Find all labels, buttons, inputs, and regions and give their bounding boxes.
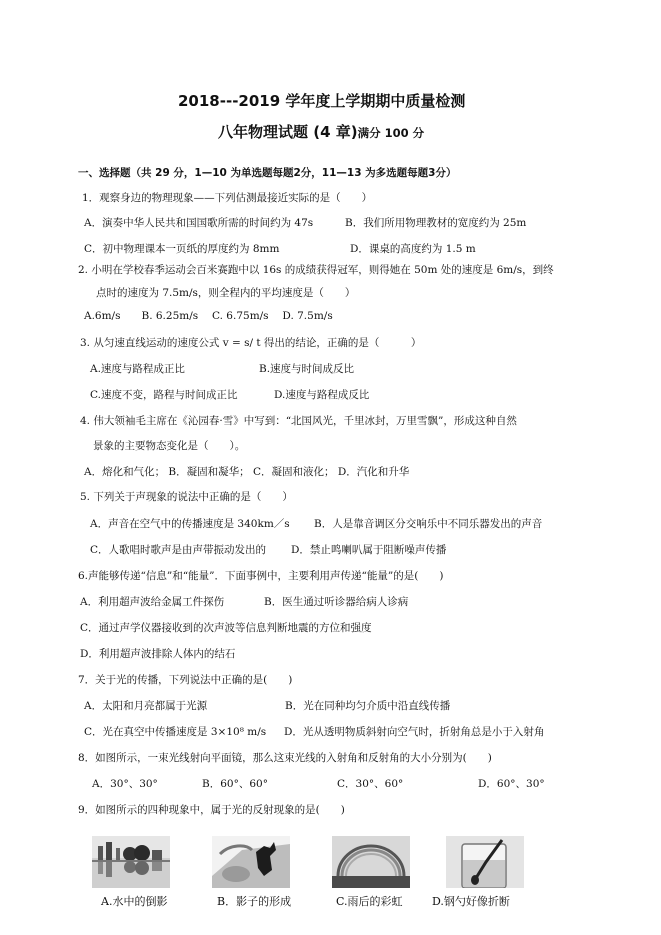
q5-option-a: A．声音在空气中的传播速度是 340km／s: [90, 518, 290, 530]
q9-picture-bent-spoon: [446, 836, 524, 888]
q8-option-a: A．30°、30°: [92, 778, 158, 790]
subject-title: 八年物理试题 (4 章): [218, 123, 358, 141]
exam-title: 2018---2019 学年度上学期期中质量检测: [178, 92, 466, 110]
q5-option-b: B．人是靠音调区分交响乐中不同乐器发出的声音: [314, 518, 543, 530]
q1-option-b: B．我们所用物理教材的宽度约为 25m: [345, 217, 527, 229]
section-heading: 一、选择题（共 29 分，1—10 为单选题每题2分，11—13 为多选题每题3分）: [78, 167, 457, 179]
q2-stem-line1: 2. 小明在学校春季运动会百米赛跑中以 16s 的成绩获得冠军，则得她在 50m 处的速度是 6m/s，到终: [78, 264, 554, 276]
q9-caption-a: A.水中的倒影: [101, 895, 168, 908]
exam-subtitle: [218, 121, 424, 142]
q9-picture-reflection: [92, 836, 170, 888]
q6-option-b: B．医生通过听诊器给病人诊病: [264, 596, 409, 608]
q6-option-a: A．利用超声波给金属工件探伤: [80, 596, 225, 608]
q4-stem-line2: 景象的主要物态变化是（ ）。: [93, 440, 246, 452]
q1-option-c: C．初中物理课本一页纸的厚度约为 8mm: [84, 243, 280, 255]
q8-stem: 8．如图所示，一束光线射向平面镜，那么这束光线的入射角和反射角的大小分别为( ): [78, 752, 492, 764]
q2-stem-line2: 点时的速度为 7.5m/s，则全程内的平均速度是（ ）: [96, 287, 356, 299]
q4-stem-line1: 4. 伟大领袖毛主席在《沁园春·雪》中写到：“北国风光，千里冰封，万里雪飘”，形成这种自然: [80, 415, 517, 427]
q7-stem: 7．关于光的传播，下列说法中正确的是( ): [78, 674, 293, 686]
q9-picture-shadow: [212, 836, 290, 888]
q8-option-d: D．60°、30°: [478, 778, 545, 790]
q5-stem: 5. 下列关于声现象的说法中正确的是（ ）: [80, 491, 293, 503]
q7-option-c: C．光在真空中传播速度是 3×10⁸ m/s: [84, 726, 267, 738]
q3-option-c: C.速度不变，路程与时间成正比: [90, 389, 238, 401]
q9-caption-d: D.钢勺好像折断: [432, 895, 510, 908]
full-score: 满分 100 分: [357, 126, 425, 140]
q8-option-b: B．60°、60°: [202, 778, 268, 790]
q7-option-a: A．太阳和月亮都属于光源: [84, 700, 208, 712]
q3-option-b: B.速度与时间成反比: [259, 363, 355, 375]
q4-options: A．熔化和气化； B．凝固和凝华； C．凝固和液化； D．汽化和升华: [84, 466, 410, 478]
q5-option-c: C．人歌唱时歌声是由声带振动发出的: [90, 544, 267, 556]
q3-option-a: A.速度与路程成正比: [90, 363, 185, 375]
q1-stem: 1．观察身边的物理现象——下列估测最接近实际的是（ ）: [82, 192, 373, 204]
q1-option-a: A．演奏中华人民共和国国歌所需的时间约为 47s: [84, 217, 314, 229]
q5-option-d: D．禁止鸣喇叭属于阻断噪声传播: [291, 544, 447, 556]
q9-caption-b: B．影子的形成: [217, 895, 292, 908]
q6-option-c: C．通过声学仪器接收到的次声波等信息判断地震的方位和强度: [80, 622, 372, 634]
q9-caption-c: C.雨后的彩虹: [336, 895, 403, 908]
q8-option-c: C．30°、60°: [337, 778, 404, 790]
q3-stem: 3. 从匀速直线运动的速度公式 v = s/ t 得出的结论，正确的是（ ）: [80, 337, 422, 349]
q9-picture-rainbow: [332, 836, 410, 888]
q7-option-b: B．光在同种均匀介质中沿直线传播: [285, 700, 451, 712]
q3-option-d: D.速度与路程成反比: [274, 389, 370, 401]
q2-options: A.6m/s B. 6.25m/s C. 6.75m/s D. 7.5m/s: [84, 310, 333, 322]
q6-stem: 6.声能够传递“信息”和“能量”．下面事例中，主要利用声传递“能量”的是( ): [78, 570, 444, 582]
q7-option-d: D．光从透明物质斜射向空气时，折射角总是小于入射角: [284, 726, 545, 738]
q6-option-d: D．利用超声波排除人体内的结石: [80, 648, 236, 660]
q1-option-d: D．课桌的高度约为 1.5 m: [350, 243, 476, 255]
q9-stem: 9．如图所示的四种现象中，属于光的反射现象的是( ): [78, 804, 345, 816]
